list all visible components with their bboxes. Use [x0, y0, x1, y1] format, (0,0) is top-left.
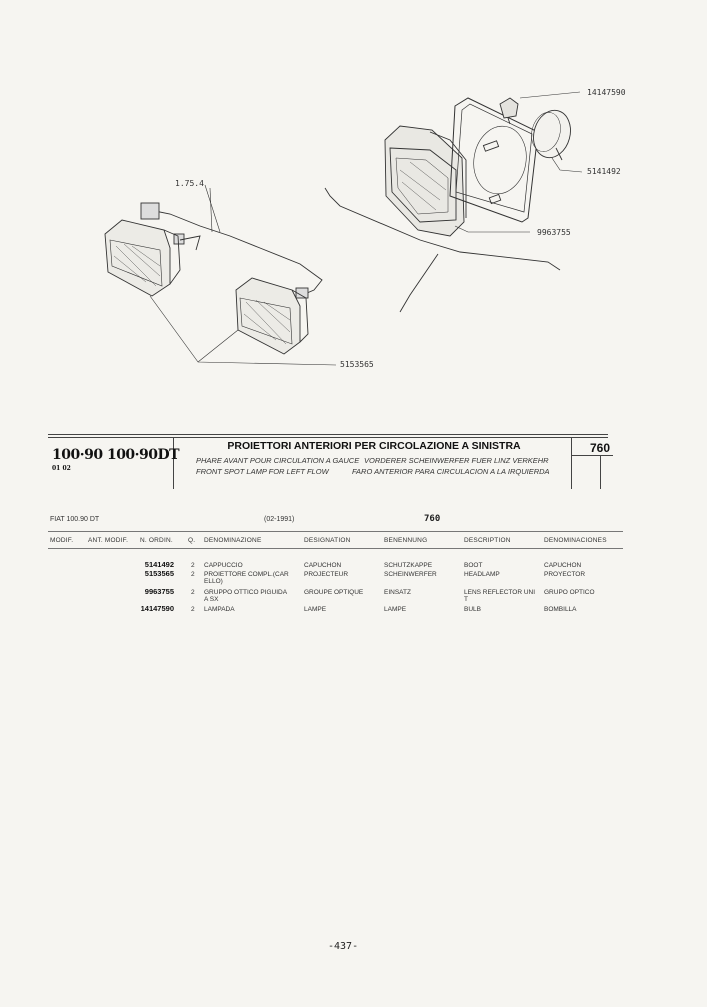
name-german: SCHUTZKAPPE — [384, 562, 433, 569]
header-divider-num — [600, 456, 601, 489]
name-english: BULB — [464, 606, 481, 613]
name-french: PROJECTEUR — [304, 571, 349, 578]
callout-bulb: 14147590 — [587, 88, 626, 97]
name-french: GROUPE OPTIQUE — [304, 589, 364, 596]
col-ant-modif: ANT. MODIF. — [88, 537, 129, 544]
name-english: LENS REFLECTOR UNI T — [464, 589, 536, 603]
callout-harness: 1.75.4 — [175, 179, 204, 188]
quantity: 2 — [191, 562, 195, 569]
col-qty: Q. — [188, 537, 196, 544]
part-number: 9963755 — [144, 587, 174, 596]
header-top-rule — [48, 434, 608, 435]
section-title-italian: PROIETTORI ANTERIORI PER CIRCOLAZIONE A SINISTRA — [227, 440, 521, 452]
name-german: EINSATZ — [384, 589, 411, 596]
header-divider-left — [173, 437, 174, 489]
part-number: 5141492 — [144, 560, 174, 569]
table-number: 760 — [590, 441, 611, 455]
header-divider-right — [571, 437, 572, 489]
col-denominaciones: DENOMINACIONES — [544, 537, 607, 544]
col-benennung: BENENNUNG — [384, 537, 428, 544]
quantity: 2 — [191, 571, 195, 578]
page-number: -437- — [328, 941, 359, 952]
name-italian: LAMPADA — [204, 606, 235, 613]
part-number: 5153565 — [144, 569, 174, 578]
vehicle-model: FIAT 100.90 DT — [50, 516, 100, 523]
callout-optical-group: 9963755 — [537, 228, 571, 237]
part-number: 14147590 — [140, 604, 174, 613]
quantity: 2 — [191, 606, 195, 613]
parts-diagram — [0, 0, 707, 400]
name-french: CAPUCHON — [304, 562, 342, 569]
header-top-rule-2 — [48, 437, 608, 438]
name-italian: GRUPPO OTTICO PIGUIDA A SX — [204, 589, 288, 603]
col-designation: DESIGNATION — [304, 537, 351, 544]
col-modif: MODIF. — [50, 537, 74, 544]
listing-date: (02-1991) — [264, 516, 295, 523]
name-spanish: CAPUCHON — [544, 562, 582, 569]
col-n-ordin: N. ORDIN. — [140, 537, 173, 544]
callout-headlamp: 5153565 — [340, 360, 374, 369]
name-italian: PROIETTORE COMPL.(CAR ELLO) — [204, 571, 289, 585]
callout-cap: 5141492 — [587, 167, 621, 176]
model-codes: 01 02 — [52, 465, 71, 472]
exploded-headlamp-illustration — [325, 98, 576, 312]
left-spot-lamp-illustration — [105, 220, 180, 296]
name-german: SCHEINWERFER — [384, 571, 437, 578]
name-german: LAMPE — [384, 606, 407, 613]
listing-table-number: 760 — [424, 514, 441, 524]
section-title-french: PHARE AVANT POUR CIRCULATION A GAUCE — [196, 456, 360, 465]
section-title-german: VORDERER SCHEINWERFER FUER LINZ VERKEHR — [364, 456, 549, 465]
header-num-rule — [571, 455, 613, 456]
name-spanish: PROYECTOR — [544, 571, 586, 578]
name-italian: CAPPUCCIO — [204, 562, 243, 569]
name-english: BOOT — [464, 562, 483, 569]
name-spanish: GRUPO OPTICO — [544, 589, 595, 596]
model-names: 100·90 100·90DT — [52, 447, 180, 463]
quantity: 2 — [191, 589, 195, 596]
col-denominazione: DENOMINAZIONE — [204, 537, 262, 544]
columns-top-rule — [48, 531, 623, 532]
col-description: DESCRIPTION — [464, 537, 511, 544]
section-title-spanish: FARO ANTERIOR PARA CIRCULACION A LA IRQUIERDA — [352, 467, 550, 476]
name-english: HEADLAMP — [464, 571, 500, 578]
section-title-english: FRONT SPOT LAMP FOR LEFT FLOW — [196, 467, 329, 476]
name-spanish: BOMBILLA — [544, 606, 577, 613]
columns-bottom-rule — [48, 548, 623, 549]
leader-lines — [150, 92, 582, 365]
name-french: LAMPE — [304, 606, 327, 613]
